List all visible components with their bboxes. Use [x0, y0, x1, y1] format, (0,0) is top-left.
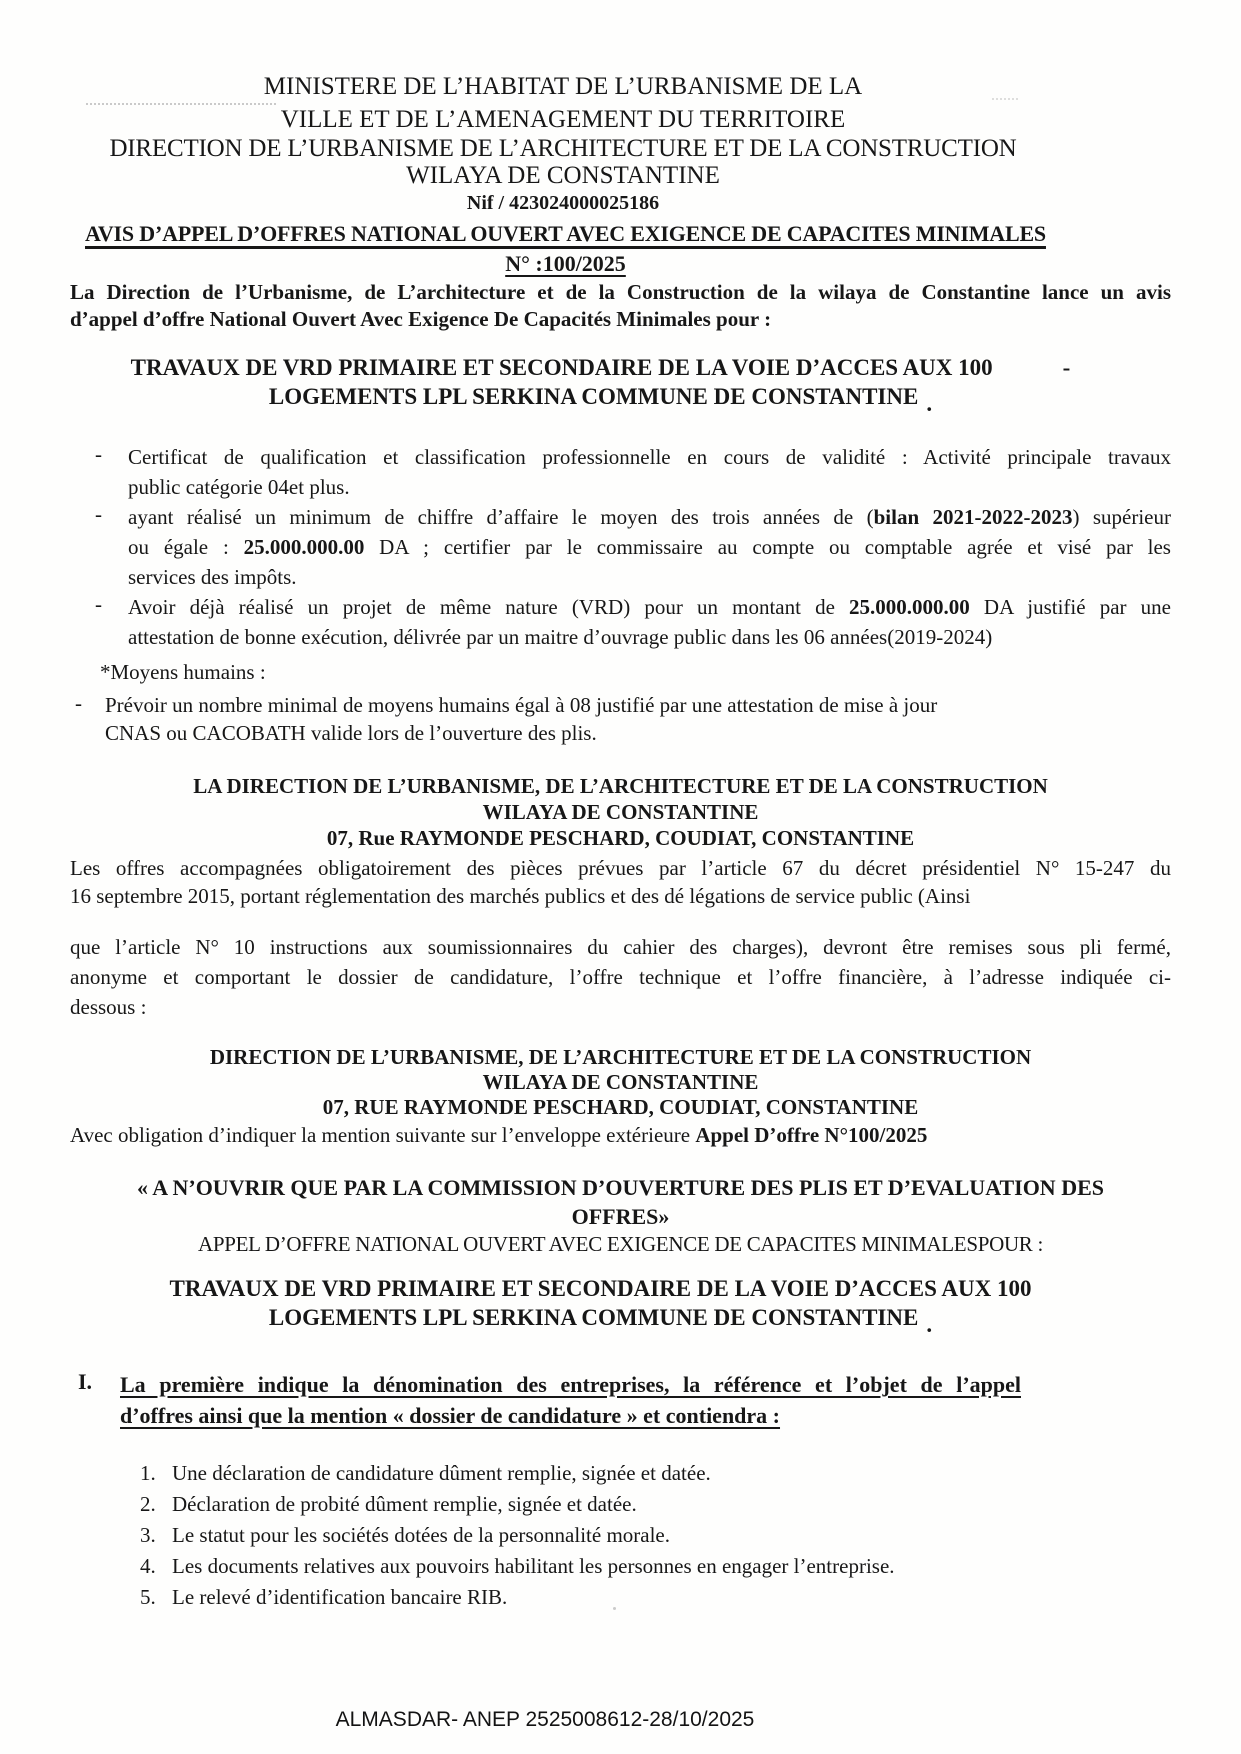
trailing-period: .: [926, 1312, 933, 1337]
item-number: 2.: [140, 1492, 156, 1516]
project-title-line1: TRAVAUX DE VRD PRIMAIRE ET SECONDAIRE DE LA VOIE D’ACCES AUX 100: [130, 355, 993, 380]
scan-artifact-speck: [992, 98, 1018, 100]
text-line: [70, 382, 1131, 418]
section-numeral: I.: [78, 1369, 93, 1394]
text-line: ou égale : 25.000.000.00 DA ; certifier par le commissaire au compte ou comptable agrée et visé par les: [128, 535, 1171, 559]
requirement-text: [128, 502, 1171, 592]
bullet-dash: -: [95, 442, 102, 466]
requirement-text: [128, 592, 1171, 652]
requirement-item: [70, 592, 1171, 652]
requirement-text: [128, 442, 1171, 502]
text-line: attestation de bonne exécution, délivrée par un maitre d’ouvrage public dans les 06 années(2019-2024): [128, 625, 993, 649]
address-block-1: [70, 773, 1171, 851]
human-means-label: *Moyens humains :: [100, 660, 266, 684]
address-line: WILAYA DE CONSTANTINE: [482, 800, 759, 824]
text-line: d’appel d’offre National Ouvert Avec Exigence De Capacités Minimales pour :: [70, 307, 772, 331]
bullet-dash: -: [95, 592, 102, 616]
text-line: CNAS ou CACOBATH valide lors de l’ouverture des plis.: [105, 721, 597, 745]
item-text: Déclaration de probité dûment remplie, signée et datée.: [172, 1492, 637, 1516]
text-line: services des impôts.: [128, 565, 297, 589]
text-line: La Direction de l’Urbanisme, de L’architecture et de la Construction de la wilaya de Constantine lance un avis: [70, 280, 1171, 304]
header-line: DIRECTION DE L’URBANISME DE L’ARCHITECTURE ET DE LA CONSTRUCTION: [109, 135, 1017, 162]
header-line: WILAYA DE CONSTANTINE: [406, 162, 720, 189]
requirement-item: [70, 502, 1171, 592]
document-item: [70, 1490, 1171, 1519]
text-line: Certificat de qualification et classification professionnelle en cours de validité : Activité principale travaux: [128, 445, 1171, 469]
text-line: Prévoir un nombre minimal de moyens humains égal à 08 justifié par une attestation de mise à jour: [105, 693, 938, 717]
documents-list: [70, 1459, 1171, 1612]
nif-line: Nif / 423024000025186: [466, 192, 660, 214]
address-line: WILAYA DE CONSTANTINE: [482, 1070, 759, 1094]
text-line: 16 septembre 2015, portant réglementation des marchés publics et des dé légations de service public (Ainsi: [70, 884, 971, 908]
human-means-item: [70, 691, 1171, 747]
text-line: « A N’OUVRIR QUE PAR LA COMMISSION D’OUVERTURE DES PLIS ET D’EVALUATION DES: [137, 1175, 1104, 1200]
item-text: Le statut pour les sociétés dotées de la personnalité morale.: [172, 1523, 671, 1547]
text-line: public catégorie 04et plus.: [128, 475, 350, 499]
ministry-header: [70, 70, 1056, 190]
intro-paragraph: [70, 279, 1171, 333]
item-text: Le relevé d’identification bancaire RIB.: [172, 1585, 508, 1609]
text-line: La première indique la dénomination des entreprises, la référence et l’objet de l’appel: [120, 1372, 1021, 1397]
item-text: Les documents relatives aux pouvoirs habilitant les personnes en engager l’entreprise.: [172, 1554, 895, 1578]
footer-anep: ALMASDAR- ANEP 2525008612-28/10/2025: [335, 1708, 755, 1731]
address-line: DIRECTION DE L’URBANISME, DE L’ARCHITECTURE ET DE LA CONSTRUCTION: [209, 1045, 1032, 1069]
notice-title: [70, 217, 1061, 250]
address-block-2: [70, 1045, 1171, 1120]
header-line: MINISTERE DE L’HABITAT DE L’URBANISME DE LA: [263, 73, 863, 100]
requirements-list: [70, 442, 1171, 652]
document-item: [70, 1552, 1171, 1581]
envelope-note: Avec obligation d’indiquer la mention suivante sur l’enveloppe extérieure Appel D’offre N°100/2025: [70, 1123, 928, 1147]
section-1-heading: [70, 1369, 1171, 1431]
bullet-dash: -: [95, 502, 102, 526]
section-heading-text: [120, 1369, 1021, 1431]
address-line: 07, Rue RAYMONDE PESCHARD, COUDIAT, CONSTANTINE: [326, 826, 915, 850]
notice-number: [70, 250, 1061, 277]
item-text: Une déclaration de candidature dûment remplie, signée et datée.: [172, 1461, 711, 1485]
document-item: [70, 1459, 1171, 1488]
trailing-period: .: [926, 391, 933, 416]
human-means-text: [105, 691, 1171, 747]
text-line: que l’article N° 10 instructions aux soumissionnaires du cahier des charges), devront être remises sous pli fermé,: [70, 935, 1171, 959]
trailing-dash: -: [1062, 355, 1071, 380]
text-line: [70, 353, 1131, 382]
submission-paragraph-2: [70, 932, 1171, 1022]
item-number: 1.: [140, 1461, 156, 1485]
text-line: TRAVAUX DE VRD PRIMAIRE ET SECONDAIRE DE LA VOIE D’ACCES AUX 100: [169, 1276, 1032, 1301]
document-item: [70, 1583, 1171, 1612]
notice-title-text: AVIS D’APPEL D’OFFRES NATIONAL OUVERT AVEC EXIGENCE DE CAPACITES MINIMALES: [85, 221, 1046, 246]
submission-paragraph-1: [70, 854, 1171, 910]
item-number: 5.: [140, 1585, 156, 1609]
text-line: ayant réalisé un minimum de chiffre d’affaire le moyen des trois années de (bilan 2021-2022-2023) supérieur: [128, 505, 1171, 529]
warning-title: [70, 1173, 1171, 1231]
item-number: 3.: [140, 1523, 156, 1547]
scan-artifact-speck: [613, 1607, 616, 1610]
subnotice-line: APPEL D’OFFRE NATIONAL OUVERT AVEC EXIGENCE DE CAPACITES MINIMALESPOUR :: [198, 1232, 1043, 1256]
item-number: 4.: [140, 1554, 156, 1578]
project-title: [70, 353, 1131, 418]
text-line: OFFRES»: [571, 1204, 670, 1229]
requirement-item: [70, 442, 1171, 502]
scan-artifact-dotted-line: [86, 103, 276, 105]
text-line: Les offres accompagnées obligatoirement des pièces prévues par l’article 67 du décret présidentiel N° 15-247 du: [70, 856, 1171, 880]
text-line: [70, 1303, 1131, 1339]
document-item: [70, 1521, 1171, 1550]
address-line: LA DIRECTION DE L’URBANISME, DE L’ARCHITECTURE ET DE LA CONSTRUCTION: [193, 774, 1048, 798]
project-title-2: [70, 1274, 1131, 1339]
notice-number-text: N° :100/2025: [505, 251, 626, 276]
text-line: anonyme et comportant le dossier de candidature, l’offre technique et l’offre financière, à l’adresse indiquée ci-: [70, 965, 1171, 989]
bullet-dash: -: [75, 691, 82, 715]
text-line: d’offres ainsi que la mention « dossier de candidature » et contiendra :: [120, 1403, 781, 1428]
project-title2-line2: LOGEMENTS LPL SERKINA COMMUNE DE CONSTANTINE: [268, 1305, 919, 1330]
text-line: dessous :: [70, 995, 147, 1019]
header-line: VILLE ET DE L’AMENAGEMENT DU TERRITOIRE: [280, 106, 846, 133]
text-line: Avoir déjà réalisé un projet de même nature (VRD) pour un montant de 25.000.000.00 DA justifié par une: [128, 595, 1171, 619]
address-line: 07, RUE RAYMONDE PESCHARD, COUDIAT, CONSTANTINE: [322, 1095, 919, 1119]
project-title-line2: LOGEMENTS LPL SERKINA COMMUNE DE CONSTANTINE: [268, 384, 919, 409]
